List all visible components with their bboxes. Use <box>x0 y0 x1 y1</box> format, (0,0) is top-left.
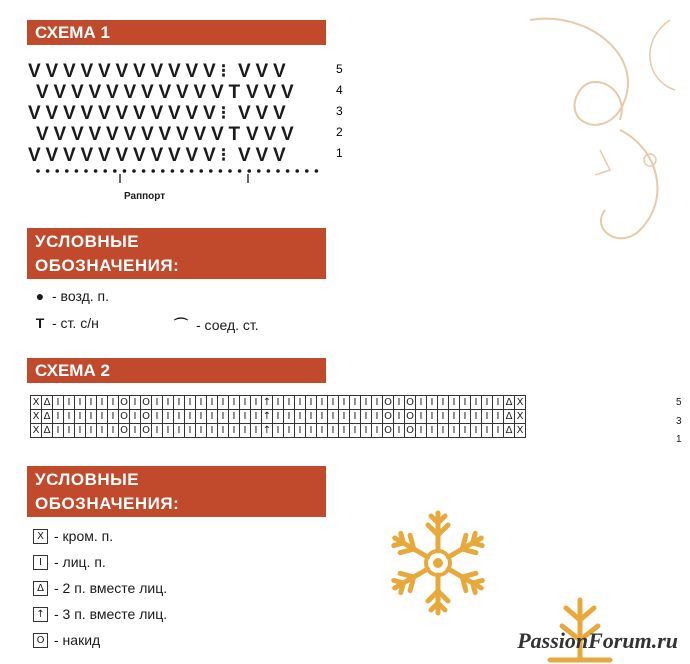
legend1-item-chain <box>32 288 109 304</box>
chain-dot <box>46 169 50 173</box>
grid-cell: I <box>108 396 119 410</box>
chain-dot <box>238 169 242 173</box>
grid-cell: I <box>471 410 482 424</box>
grid-cell: I <box>174 410 185 424</box>
stitch-symbol: V <box>193 124 207 145</box>
stitch-symbol: V <box>273 61 286 82</box>
grid-cell: I <box>152 410 163 424</box>
stitch-symbol: V <box>133 61 146 82</box>
grid-cell: I <box>185 410 196 424</box>
chain-dot <box>315 169 319 173</box>
chain-dot <box>36 169 40 173</box>
grid-cell: I <box>394 396 405 410</box>
grid-cell: I <box>229 410 240 424</box>
grid-cell: ↑ <box>262 411 272 422</box>
grid-cell: I <box>438 410 449 424</box>
stitch-symbol: V <box>115 145 129 166</box>
stitch-symbol: V <box>80 145 94 166</box>
grid-cell: I <box>449 424 460 438</box>
grid-cell: I <box>361 424 372 438</box>
stitch-symbol: T <box>228 82 241 103</box>
grid-cell: I <box>240 396 251 410</box>
stitch-symbol: V <box>263 124 277 145</box>
stitch-symbol: V <box>185 61 199 82</box>
grid-cell: I <box>350 410 361 424</box>
row-number-5: 5 <box>676 397 682 408</box>
grid-cell: X <box>31 396 42 410</box>
grid-cell: I <box>317 410 328 424</box>
grid-cell: I <box>372 396 383 410</box>
grid-cell: I <box>196 424 207 438</box>
stitch-symbol: V <box>71 82 84 103</box>
grid-cell: I <box>295 410 306 424</box>
legend1-title-line1: УСЛОВНЫЕ <box>35 232 140 251</box>
row-number: 2 <box>336 125 343 139</box>
grid-cell: I <box>482 410 493 424</box>
grid-cell: I <box>295 396 306 410</box>
grid-cell: I <box>471 396 482 410</box>
stitch-symbol: V <box>45 103 59 124</box>
row-number-1: 1 <box>676 434 682 445</box>
grid-cell: X <box>515 410 526 424</box>
grid-cell: I <box>53 410 64 424</box>
stitch-symbol: V <box>115 61 129 82</box>
grid-cell: I <box>163 396 174 410</box>
grid-cell: O <box>406 425 414 436</box>
grid-cell: I <box>75 410 86 424</box>
chain-dot <box>199 169 203 173</box>
grid-cell: I <box>350 396 361 410</box>
edge-stitch-icon: X <box>33 529 48 544</box>
stitch-symbol: ⁝ <box>220 61 227 82</box>
grid-row <box>31 410 526 424</box>
stitch-symbol: V <box>150 61 164 82</box>
stitch-symbol: V <box>238 61 251 82</box>
stitch-symbol: V <box>203 145 216 166</box>
grid-cell: O <box>384 397 392 408</box>
stitch-symbol: V <box>133 103 146 124</box>
grid-cell: Δ <box>504 396 515 410</box>
grid-cell: I <box>394 410 405 424</box>
stitch-symbol: V <box>158 124 172 145</box>
stitch-symbol: V <box>106 124 119 145</box>
decorative-swirl <box>470 0 690 260</box>
grid-cell: I <box>306 410 317 424</box>
grid-cell: I <box>97 410 108 424</box>
stitch-symbol: V <box>36 82 49 103</box>
stitch-symbol: V <box>273 145 286 166</box>
stitch-symbol: V <box>53 82 67 103</box>
chain-dot <box>276 169 280 173</box>
grid-cell: I <box>86 410 97 424</box>
legend2-item-text: - накид <box>54 632 101 648</box>
grid-cell: I <box>75 424 86 438</box>
grid-cell: I <box>361 396 372 410</box>
grid-cell: I <box>240 410 251 424</box>
legend2-item-text: - лиц. п. <box>54 554 106 570</box>
grid-cell: I <box>339 410 350 424</box>
stitch-symbol: V <box>281 82 294 103</box>
row-number: 1 <box>336 146 343 160</box>
chain-dot <box>65 169 69 173</box>
stitch-symbol: V <box>203 103 216 124</box>
grid-cell: I <box>350 424 361 438</box>
grid-cell: O <box>142 397 150 408</box>
grid-cell: I <box>86 396 97 410</box>
grid-cell: I <box>449 410 460 424</box>
grid-cell: X <box>515 396 526 410</box>
stitch-symbol: V <box>106 82 119 103</box>
grid-cell: I <box>372 410 383 424</box>
knit-stitch-icon: I <box>33 555 48 570</box>
grid-cell: I <box>97 424 108 438</box>
grid-cell: I <box>97 396 108 410</box>
scheme1-header: СХЕМА 1 <box>27 20 326 45</box>
grid-cell: O <box>384 425 392 436</box>
legend1-header <box>27 228 326 279</box>
stitch-symbol: V <box>193 82 207 103</box>
grid-cell: I <box>339 396 350 410</box>
grid-cell: I <box>185 396 196 410</box>
legend1-item-dc <box>32 315 99 331</box>
stitch-symbol: V <box>88 82 102 103</box>
slip-stitch-icon: ⌒ <box>174 317 188 333</box>
stitch-symbol: V <box>63 61 76 82</box>
stitch-symbol: V <box>168 103 181 124</box>
stitch-symbol: V <box>211 124 224 145</box>
legend2-item-k3tog <box>33 606 167 622</box>
grid-cell: O <box>120 411 128 422</box>
chain-dot <box>247 169 251 173</box>
legend1-item-text: - ст. с/н <box>52 315 99 331</box>
grid-cell: I <box>273 396 284 410</box>
stitch-symbol: V <box>176 82 189 103</box>
stitch-symbol: V <box>115 103 129 124</box>
grid-cell: I <box>460 410 471 424</box>
grid-cell: I <box>427 410 438 424</box>
grid-cell: I <box>185 424 196 438</box>
grid-cell: O <box>406 397 414 408</box>
grid-cell: I <box>284 424 295 438</box>
grid-cell: I <box>218 410 229 424</box>
stitch-symbol: V <box>98 145 111 166</box>
grid-cell: ↑ <box>262 425 272 436</box>
grid-cell: I <box>427 424 438 438</box>
row-number: 4 <box>336 83 343 97</box>
chain-dot <box>123 169 127 173</box>
row-number-3: 3 <box>676 416 682 427</box>
chain-dot <box>228 169 232 173</box>
grid-cell: Δ <box>42 424 53 438</box>
grid-cell: I <box>284 410 295 424</box>
stitch-symbol: V <box>53 124 67 145</box>
grid-cell: I <box>482 396 493 410</box>
grid-cell: I <box>53 396 64 410</box>
chain-stitch-icon: ● <box>35 288 45 304</box>
legend1-title-line2: ОБОЗНАЧЕНИЯ: <box>35 256 180 275</box>
stitch-symbol: V <box>255 145 269 166</box>
stitch-symbol: V <box>150 103 164 124</box>
grid-cell: I <box>449 396 460 410</box>
rapport-label: Раппорт <box>124 191 166 202</box>
stitch-symbol: T <box>228 124 241 145</box>
grid-cell: I <box>130 424 141 438</box>
stitch-symbol: V <box>255 103 269 124</box>
grid-cell: I <box>416 424 427 438</box>
grid-cell: I <box>438 396 449 410</box>
legend2-item-yo <box>33 632 100 648</box>
stitch-symbol: V <box>185 145 199 166</box>
grid-cell: I <box>108 410 119 424</box>
grid-cell: I <box>306 424 317 438</box>
stitch-symbol: V <box>141 82 154 103</box>
stitch-symbol: V <box>185 103 199 124</box>
snowflake-icon <box>378 508 498 618</box>
grid-cell: I <box>361 410 372 424</box>
grid-cell: I <box>251 410 262 424</box>
stitch-symbol: V <box>246 82 259 103</box>
chain-dot <box>190 169 194 173</box>
stitch-symbol: V <box>168 61 181 82</box>
stitch-symbol: V <box>255 61 269 82</box>
legend1-item-slip <box>170 315 259 335</box>
stitch-symbol: V <box>45 145 59 166</box>
grid-cell: I <box>152 424 163 438</box>
stitch-symbol: V <box>28 145 41 166</box>
grid-cell: I <box>328 424 339 438</box>
grid-cell: I <box>86 424 97 438</box>
grid-cell: Δ <box>504 410 515 424</box>
grid-cell: I <box>372 424 383 438</box>
watermark: PassionForum.ru <box>517 628 678 653</box>
stitch-symbol: V <box>80 61 94 82</box>
grid-cell: I <box>317 396 328 410</box>
grid-cell: I <box>460 396 471 410</box>
grid-cell: I <box>174 396 185 410</box>
chain-dot <box>113 169 117 173</box>
chain-dot <box>180 169 184 173</box>
grid-cell: I <box>218 424 229 438</box>
grid-cell: I <box>493 424 504 438</box>
grid-cell: Δ <box>42 410 53 424</box>
grid-cell: I <box>240 424 251 438</box>
legend2-item-text: - 3 п. вместе лиц. <box>54 606 168 622</box>
grid-cell: I <box>284 396 295 410</box>
chain-dot <box>209 169 213 173</box>
chain-dot <box>142 169 146 173</box>
chain-dot <box>161 169 165 173</box>
stitch-symbol: V <box>98 61 111 82</box>
grid-cell: I <box>306 396 317 410</box>
chain-dot <box>257 169 261 173</box>
legend2-title-line2: ОБОЗНАЧЕНИЯ: <box>35 494 180 513</box>
chain-dot <box>103 169 107 173</box>
grid-cell: I <box>53 424 64 438</box>
chain-dot <box>55 169 59 173</box>
grid-cell: I <box>328 410 339 424</box>
stitch-symbol: V <box>246 124 259 145</box>
grid-cell: I <box>196 410 207 424</box>
legend2-item-edge <box>33 528 113 544</box>
chain-dot <box>94 169 98 173</box>
stitch-symbol: V <box>273 103 286 124</box>
grid-cell: I <box>130 396 141 410</box>
chain-dot <box>171 169 175 173</box>
chain-dot <box>151 169 155 173</box>
stitch-symbol: V <box>88 124 102 145</box>
grid-cell: I <box>163 424 174 438</box>
grid-row <box>31 424 526 438</box>
grid-cell: I <box>218 396 229 410</box>
legend2-item-text: - кром. п. <box>54 528 114 544</box>
stitch-symbol: V <box>238 103 251 124</box>
stitch-symbol: V <box>63 103 76 124</box>
row-number: 5 <box>336 62 343 76</box>
grid-cell: I <box>207 410 218 424</box>
grid-cell: I <box>251 396 262 410</box>
stitch-symbol: V <box>80 103 94 124</box>
grid-cell: I <box>152 396 163 410</box>
stitch-symbol: V <box>203 61 216 82</box>
grid-cell: I <box>438 424 449 438</box>
grid-cell: I <box>229 424 240 438</box>
row-number: 3 <box>336 104 343 118</box>
stitch-symbol: V <box>133 145 146 166</box>
legend2-item-k2tog <box>33 580 167 596</box>
chain-dot <box>219 169 223 173</box>
grid-cell: I <box>460 424 471 438</box>
grid-cell: I <box>328 396 339 410</box>
chain-dot <box>132 169 136 173</box>
yarn-over-icon: O <box>33 633 48 648</box>
stitch-symbol: V <box>71 124 84 145</box>
grid-cell: I <box>251 424 262 438</box>
grid-cell: I <box>317 424 328 438</box>
grid-cell: ↑ <box>262 397 272 408</box>
grid-cell: O <box>406 411 414 422</box>
legend2-item-knit <box>33 554 106 570</box>
double-crochet-icon: T <box>35 315 45 331</box>
stitch-symbol: V <box>28 103 41 124</box>
grid-cell: I <box>295 424 306 438</box>
chain-dot <box>305 169 309 173</box>
legend1-item-text: - возд. п. <box>52 288 109 304</box>
grid-cell: I <box>482 424 493 438</box>
stitch-symbol: V <box>150 145 164 166</box>
grid-cell: X <box>515 424 526 438</box>
chain-dot <box>84 169 88 173</box>
stitch-symbol: V <box>263 82 277 103</box>
stitch-symbol: V <box>238 145 251 166</box>
stitch-symbol: V <box>45 61 59 82</box>
k2tog-icon: Δ <box>33 581 48 596</box>
stitch-symbol: V <box>63 145 76 166</box>
grid-cell: I <box>427 396 438 410</box>
grid-cell: I <box>493 396 504 410</box>
grid-cell: I <box>75 396 86 410</box>
grid-cell: I <box>196 396 207 410</box>
stitch-symbol: V <box>36 124 49 145</box>
stitch-symbol: V <box>211 82 224 103</box>
legend1-item-text: - соед. ст. <box>196 317 259 333</box>
stitch-symbol: V <box>28 61 41 82</box>
k3tog-icon: ↑ <box>33 607 48 622</box>
grid-cell: I <box>207 424 218 438</box>
grid-cell: I <box>493 410 504 424</box>
grid-cell: I <box>339 424 350 438</box>
grid-cell: I <box>163 410 174 424</box>
stitch-symbol: V <box>123 82 137 103</box>
grid-cell: Δ <box>42 396 53 410</box>
chain-dot <box>286 169 290 173</box>
scheme2-grid <box>30 395 526 438</box>
stitch-symbol: V <box>158 82 172 103</box>
stitch-symbol: V <box>281 124 294 145</box>
stitch-symbol: V <box>168 145 181 166</box>
grid-cell: X <box>31 424 42 438</box>
stitch-symbol: V <box>123 124 137 145</box>
chain-dot <box>75 169 79 173</box>
grid-cell: I <box>64 424 75 438</box>
legend2-title-line1: УСЛОВНЫЕ <box>35 470 140 489</box>
legend2-header <box>27 466 326 517</box>
stitch-symbol: V <box>176 124 189 145</box>
stitch-symbol: ⁝ <box>220 145 227 166</box>
grid-cell: I <box>416 410 427 424</box>
chain-dot <box>295 169 299 173</box>
grid-cell: O <box>142 411 150 422</box>
grid-cell: I <box>174 424 185 438</box>
grid-cell: X <box>31 410 42 424</box>
grid-cell: O <box>384 411 392 422</box>
grid-cell: O <box>142 425 150 436</box>
legend2-item-text: - 2 п. вместе лиц. <box>54 580 168 596</box>
stitch-symbol: V <box>98 103 111 124</box>
chain-dot <box>267 169 271 173</box>
stitch-symbol: ⁝ <box>220 103 227 124</box>
grid-cell: I <box>64 396 75 410</box>
stitch-symbol: V <box>141 124 154 145</box>
grid-cell: I <box>108 424 119 438</box>
grid-cell: I <box>471 424 482 438</box>
grid-cell: I <box>130 410 141 424</box>
scheme1-diagram <box>26 58 356 183</box>
grid-cell: I <box>273 424 284 438</box>
grid-row <box>31 396 526 410</box>
grid-cell: I <box>207 396 218 410</box>
grid-cell: O <box>120 425 128 436</box>
grid-cell: O <box>120 397 128 408</box>
grid-cell: I <box>273 410 284 424</box>
grid-cell: Δ <box>504 424 515 438</box>
grid-cell: I <box>394 424 405 438</box>
scheme2-header: СХЕМА 2 <box>27 358 326 383</box>
grid-cell: I <box>416 396 427 410</box>
grid-cell: I <box>229 396 240 410</box>
grid-cell: I <box>64 410 75 424</box>
